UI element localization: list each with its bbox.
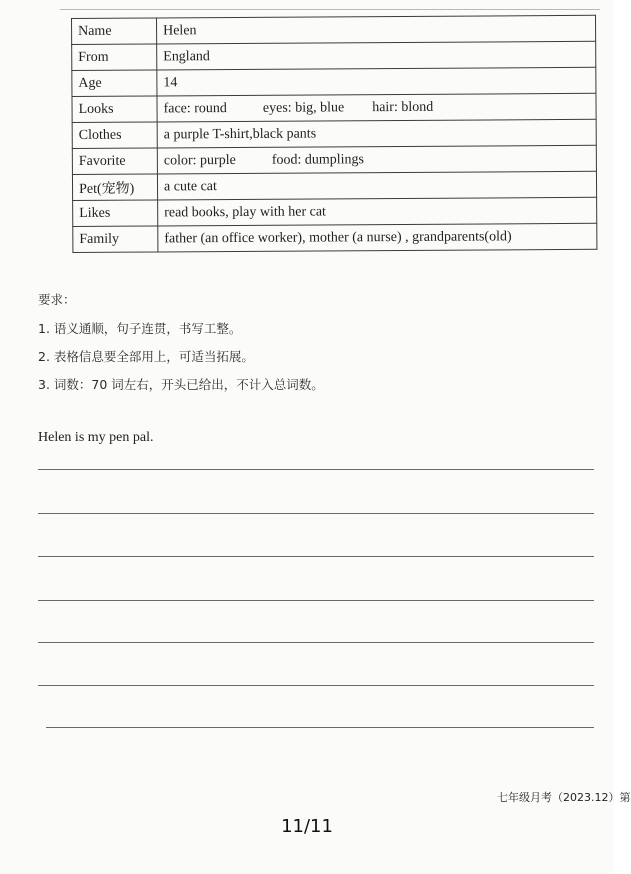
page-indicator: 11/11 [281,816,333,837]
row-value-part: father (an office worker), mother (a nurse) , grandparents(old) [164,228,512,246]
table-row [73,197,597,226]
row-value-part: color: purple [163,152,236,168]
row-value-part: food: dumplings [271,151,365,168]
table-row [72,93,596,122]
writing-line [38,685,594,686]
table-row [73,223,597,252]
row-label: Family [73,226,158,253]
exam-footer-label: 七年级月考（2023.12）第 [497,791,631,804]
scan-edge-line [60,9,600,10]
row-value-part: a cute cat [163,178,217,194]
row-value-part: a purple T-shirt,black pants [163,126,317,142]
row-label: Name [72,18,157,45]
writing-line [38,556,594,557]
writing-line [38,600,594,601]
table-row [72,15,596,44]
row-value [157,145,596,174]
row-label: From [72,44,157,71]
table-row [72,67,596,96]
row-label: Likes [73,200,158,227]
row-value [157,93,596,122]
writing-line [46,727,594,728]
row-label: Pet(宠物) [72,174,157,201]
row-value-part: Helen [163,22,197,38]
table-row [72,41,596,70]
requirement-item-2: 2. 表格信息要全部用上，可适当拓展。 [38,349,254,364]
row-value-part: hair: blond [372,99,434,115]
table-row [72,145,596,174]
row-value [157,41,596,70]
row-value-part: England [163,48,210,64]
row-value-part: eyes: big, blue [262,99,345,116]
essay-opening-sentence: Helen is my pen pal. [38,430,154,445]
row-label: Looks [72,96,157,123]
requirement-item-3: 3. 词数：70 词左右，开头已给出，不计入总词数。 [38,377,324,392]
row-value-part: 14 [163,74,178,90]
requirement-item-1: 1. 语义通顺，句子连贯，书写工整。 [38,321,242,336]
writing-line [38,513,594,514]
row-value-part: face: round [163,100,227,116]
row-value [158,197,597,226]
writing-line [38,642,594,643]
row-label: Clothes [72,122,157,149]
row-value [157,171,596,200]
requirements-heading: 要求： [38,292,76,307]
writing-line [38,469,594,470]
row-value [157,67,596,96]
row-value [157,15,596,44]
row-label: Age [72,70,157,97]
row-value-part: read books, play with her cat [164,203,326,220]
table-row [72,171,596,200]
table-row [72,119,596,148]
pen-pal-info-table [71,15,597,253]
row-label: Favorite [72,148,157,175]
row-value [157,119,596,148]
row-value [158,223,597,252]
